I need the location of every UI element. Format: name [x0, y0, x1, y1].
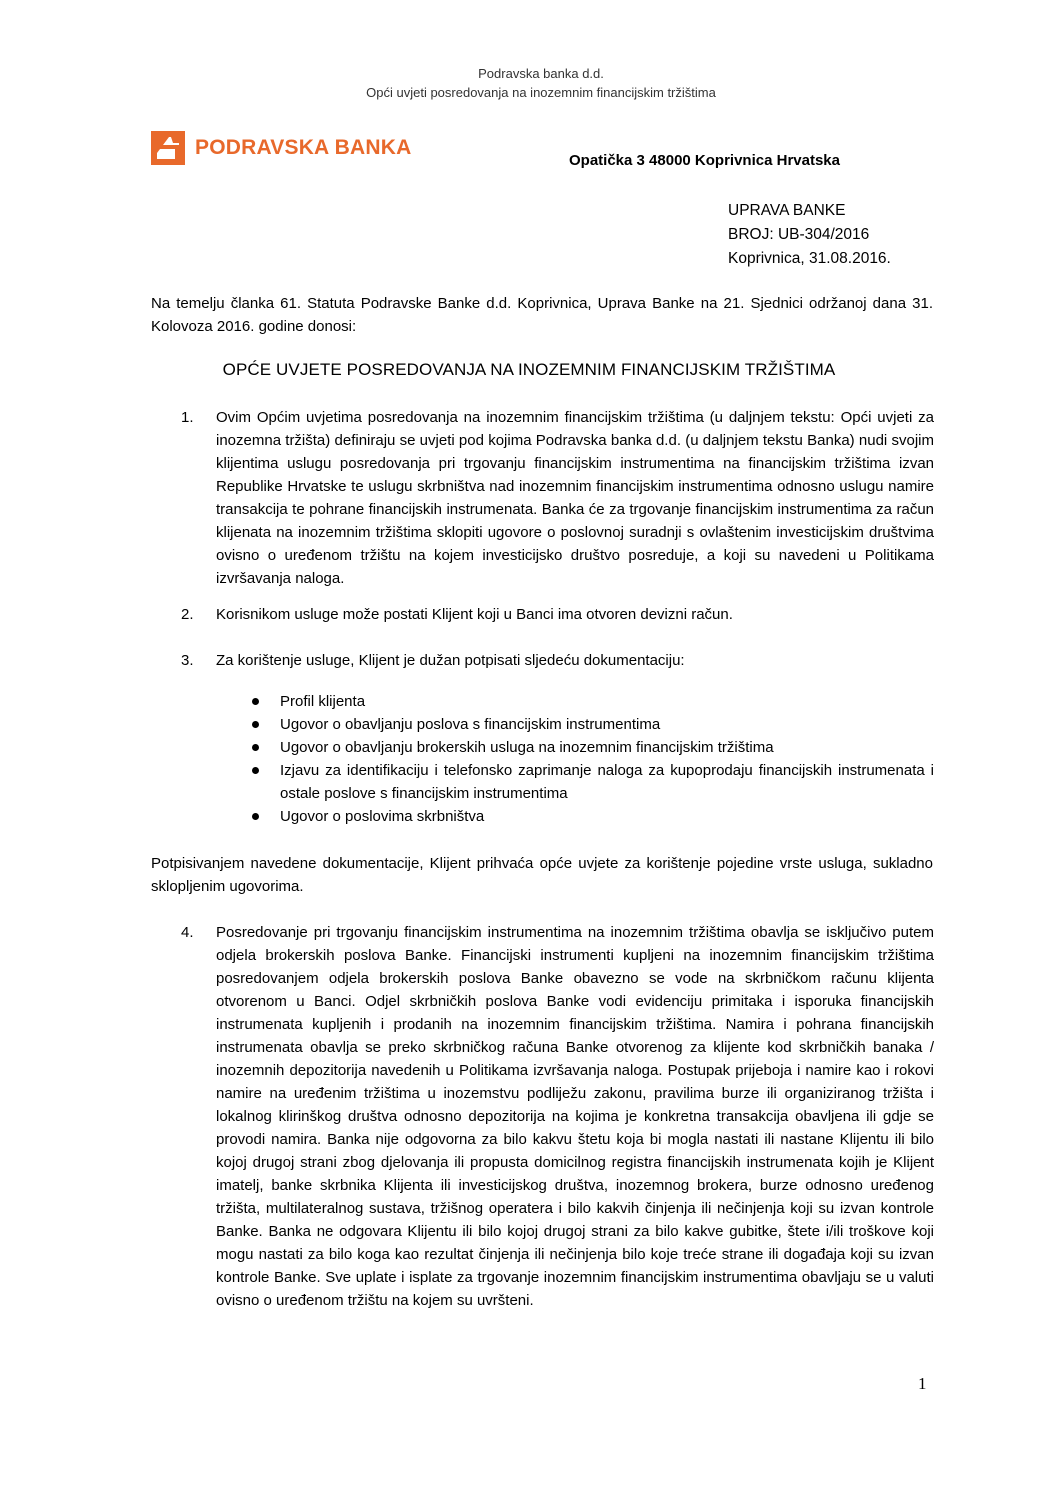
list-item — [250, 736, 934, 759]
list-item-text: Ugovor o obavljanju brokerskih usluga na inozemnim financijskim tržištima — [280, 739, 774, 756]
list-item-text: Ugovor o obavljanju poslova s financijskim instrumentima — [280, 716, 661, 733]
running-header-title: Opći uvjeti posredovanja na inozemnim financijskim tržištima — [366, 85, 716, 100]
list-item — [250, 690, 934, 713]
list-item — [250, 759, 934, 805]
item-text: Posredovanje pri trgovanju financijskim instrumentima na inozemnim tržištima obavlja se isključivo putem odjela brokerskih poslova Banke. Financijski instrumenti kupljeni na inozemnim financijskim tržištima posredovanjem odjela brokerskih poslova Banke obavezno se vode na skrbničkom računu klijenta otvorenom u Banci. Odjel skrbničkih poslova Banke vodi evidenciju primitaka i isporuka financijskih instrumenata kupljenih i prodanih na inozemnim financijskim tržištima. Namira i pohrana financijskih instrumenata obavlja se preko skrbničkog računa Banke otvorenog za klijente kod skrbničkih banaka / inozemnih depozitorija navedenih u Politikama izvršavanja naloga. Postupak prijeboja i namire kao i rokovi namire na uređenim tržištima u inozemstvu podliježu zakonu, pravilima burze ili organiziranog tržišta i lokalnog klirinškog društva odnosno depozitorija na kojima je konkretna transakcija obavljena ili gdje se provodi namira. Banka nije odgovorna za bilo kakvu štetu koja bi mogla nastati ili nastane Klijentu ili bilo kojoj drugoj strani zbog djelovanja ili propusta domicilnog registra financijskih instrumenata kojih je Klijent imatelj, banke skrbnika Klijenta ili investicijskog društva, inozemnog brokera, burze odnosno uređenog tržišta, multilateralnog sustava, tržišnog operatera i bilo kakvih činjenja ili nečinjenja koji su izvan kontrole Banke. Banka ne odgovara Klijentu ili bilo kojoj drugoj strani za bilo kakve gubitke, štete i/ili troškove koji mogu nastati za bilo koga kao rezultat činjenja ili nečinjenja bilo koje treće strane ili događaja koji su izvan kontrole Banke. Sve uplate i isplate za trgovanje inozemnim financijskim instrumentima obavljaju se u valuti ovisno o uređenom tržištu na kojem su uvršteni. — [216, 924, 934, 1309]
bullet-icon — [252, 767, 259, 774]
bank-logo-mark-icon — [151, 131, 189, 165]
list-item-text: Ugovor o poslovima skrbništva — [280, 808, 485, 825]
page-number: 1 — [918, 1374, 927, 1393]
bank-logo — [151, 131, 412, 165]
document-title: OPĆE UVJETE POSREDOVANJA NA INOZEMNIM FINANCIJSKIM TRŽIŠTIMA — [222, 360, 836, 379]
bank-logo-text: PODRAVSKA BANKA — [195, 136, 412, 159]
list-item — [250, 713, 934, 736]
bullet-icon — [252, 813, 259, 820]
list-item — [250, 805, 934, 828]
item-number: 1. — [181, 409, 194, 426]
bullet-icon — [252, 698, 259, 705]
running-header-bank: Podravska banka d.d. — [478, 66, 604, 81]
bank-address: Opatička 3 48000 Koprivnica Hrvatska — [569, 152, 840, 169]
acceptance-paragraph: Potpisivanjem navedene dokumentacije, Klijent prihvaća opće uvjete za korištenje pojedine vrste usluga, sukladno sklopljenim ugovorima. — [151, 855, 933, 895]
bullet-icon — [252, 721, 259, 728]
intro-paragraph: Na temelju članka 61. Statuta Podravske Banke d.d. Koprivnica, Uprava Banke na 21. Sjednici održanoj dana 31. Kolovoza 2016. godine donosi: — [151, 295, 933, 335]
place-and-date: Koprivnica, 31.08.2016. — [728, 250, 891, 267]
item-text: Ovim Općim uvjetima posredovanja na inozemnim financijskim tržištima (u daljnjem tekstu: Opći uvjeti za inozemna tržišta) definiraju se uvjeti pod kojima Podravska banka d.d. (u daljnjem tekstu Banka) nudi svojim klijentima uslugu posredovanja pri trgovanju financijskim instrumentima na financijskim tržištima izvan Republike Hrvatske te uslugu skrbništva nad inozemnim financijskim instrumentima odnosno uslugu namire transakcija te pohrane financijskih instrumenata. Banka će za trgovanje financijskim instrumentima za račun klijenata na inozemnim tržištima sklopiti ugovore o poslovnoj suradnji s ovlaštenim investicijskim društvima ovisno o uređenom tržištu na kojem investicijsko društvo posreduje, a koji su navedeni u Politikama izvršavanja naloga. — [216, 409, 934, 587]
board-name: UPRAVA BANKE — [728, 202, 846, 219]
item-number: 4. — [181, 924, 194, 941]
bullet-icon — [252, 744, 259, 751]
item-text: Korisnikom usluge može postati Klijent koji u Banci ima otvoren devizni račun. — [216, 606, 733, 623]
document-number: BROJ: UB-304/2016 — [728, 226, 870, 243]
board-block — [728, 199, 891, 271]
item-number: 3. — [181, 652, 194, 669]
item-number: 2. — [181, 606, 194, 623]
running-header — [0, 64, 1058, 102]
required-documents-list — [250, 690, 934, 828]
list-item-text: Profil klijenta — [280, 693, 366, 710]
list-item-text: Izjavu za identifikaciju i telefonsko zaprimanje naloga za kupoprodaju financijskih instrumenata i ostale poslove s financijskim instrumentima — [280, 762, 934, 802]
item-text: Za korištenje usluge, Klijent je dužan potpisati sljedeću dokumentaciju: — [216, 652, 685, 669]
